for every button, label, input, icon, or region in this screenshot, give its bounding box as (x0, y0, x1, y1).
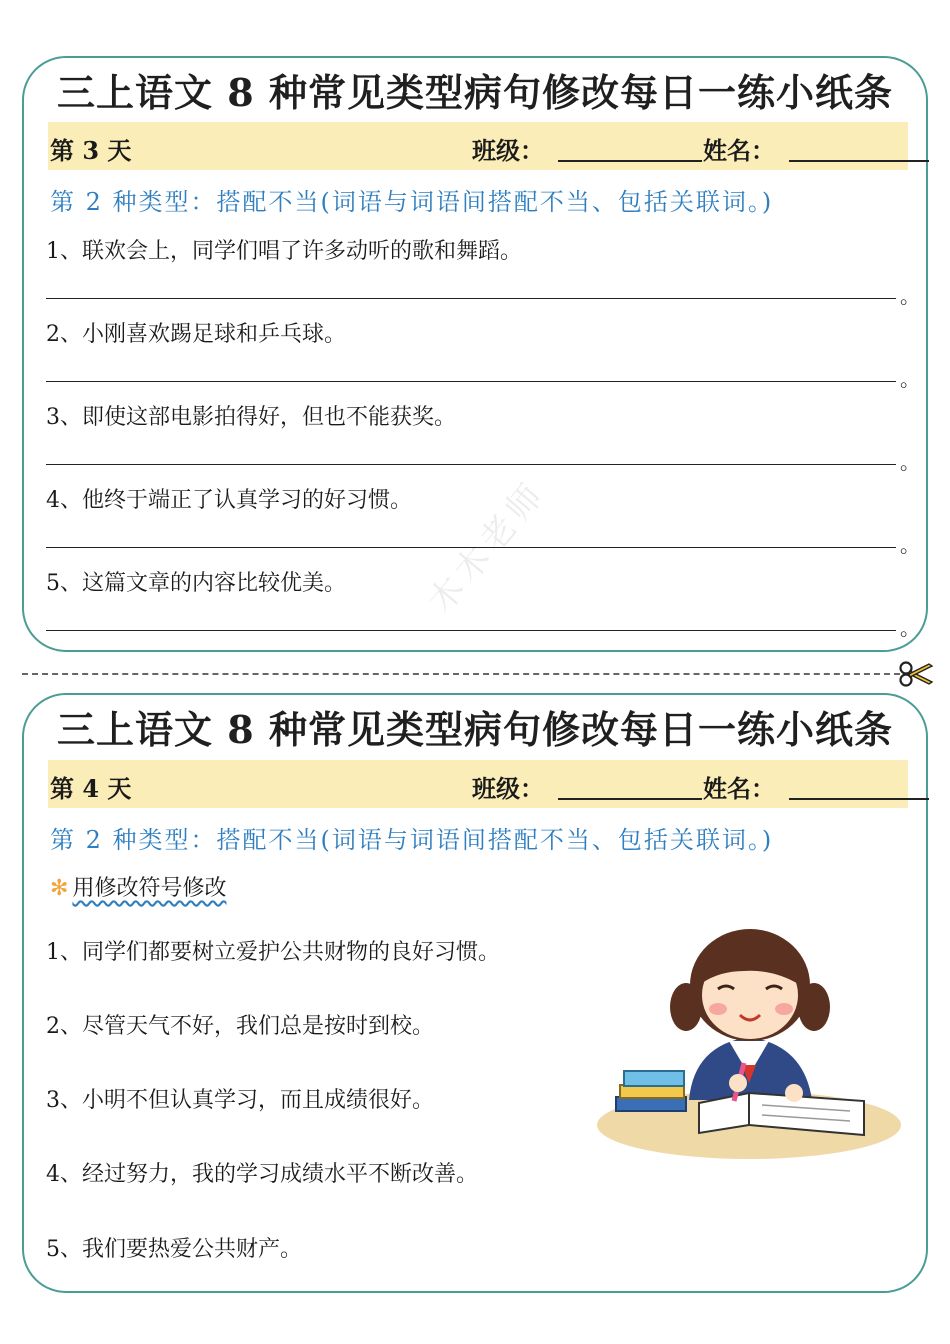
question-2: 2、小刚喜欢踢足球和乒乓球。 (46, 322, 346, 347)
question-3: 3、即使这部电影拍得好，但也不能获奖。 (46, 405, 456, 430)
day-label: 第 3 天 (50, 136, 132, 165)
hint (50, 871, 226, 902)
question-5: 5、这篇文章的内容比较优美。 (46, 571, 346, 596)
question-4: 4、经过努力，我的学习成绩水平不断改善。 (46, 1162, 478, 1187)
answer-period: 。 (900, 533, 920, 557)
type-heading: 第 2 种类型：搭配不当(词语与词语间搭配不当、包括关联词。) (50, 188, 774, 216)
answer-line-3[interactable] (46, 464, 896, 465)
card-title: 三上语文 8 种常见类型病句修改每日一练小纸条 (57, 707, 893, 752)
question-2: 2、尽管天气不好，我们总是按时到校。 (46, 1014, 434, 1039)
answer-period: 。 (900, 367, 920, 391)
question-5: 5、我们要热爱公共财产。 (46, 1237, 302, 1262)
class-label: 班级： (472, 136, 544, 165)
answer-line-1[interactable] (46, 298, 896, 299)
student-studying-illustration (594, 925, 904, 1165)
answer-line-2[interactable] (46, 381, 896, 382)
name-label: 姓名： (703, 774, 775, 803)
question-1: 1、同学们都要树立爱护公共财物的良好习惯。 (46, 940, 500, 965)
question-4: 4、他终于端正了认真学习的好习惯。 (46, 488, 412, 513)
name-field[interactable] (789, 160, 929, 162)
question-1: 1、联欢会上，同学们唱了许多动听的歌和舞蹈。 (46, 239, 522, 264)
type-heading: 第 2 种类型：搭配不当(词语与词语间搭配不当、包括关联词。) (50, 826, 774, 854)
name-field[interactable] (789, 798, 929, 800)
answer-period: 。 (900, 450, 920, 474)
hint-text: 用修改符号修改 (72, 876, 227, 901)
answer-period: 。 (900, 284, 920, 308)
answer-period: 。 (900, 616, 920, 640)
info-bar (48, 760, 908, 808)
question-3: 3、小明不但认真学习，而且成绩很好。 (46, 1088, 434, 1113)
scissors-icon (898, 660, 934, 688)
info-bar (48, 122, 908, 170)
class-field[interactable] (558, 798, 702, 800)
day-label: 第 4 天 (50, 774, 132, 803)
answer-line-5[interactable] (46, 630, 896, 631)
class-label: 班级： (472, 774, 544, 803)
asterisk-icon: ✻ (50, 876, 69, 901)
worksheet-card-day4 (22, 693, 928, 1293)
class-field[interactable] (558, 160, 702, 162)
name-label: 姓名： (703, 136, 775, 165)
watermark: 木木老师 (420, 472, 555, 621)
card-title: 三上语文 8 种常见类型病句修改每日一练小纸条 (57, 70, 893, 115)
cut-line (22, 673, 900, 675)
